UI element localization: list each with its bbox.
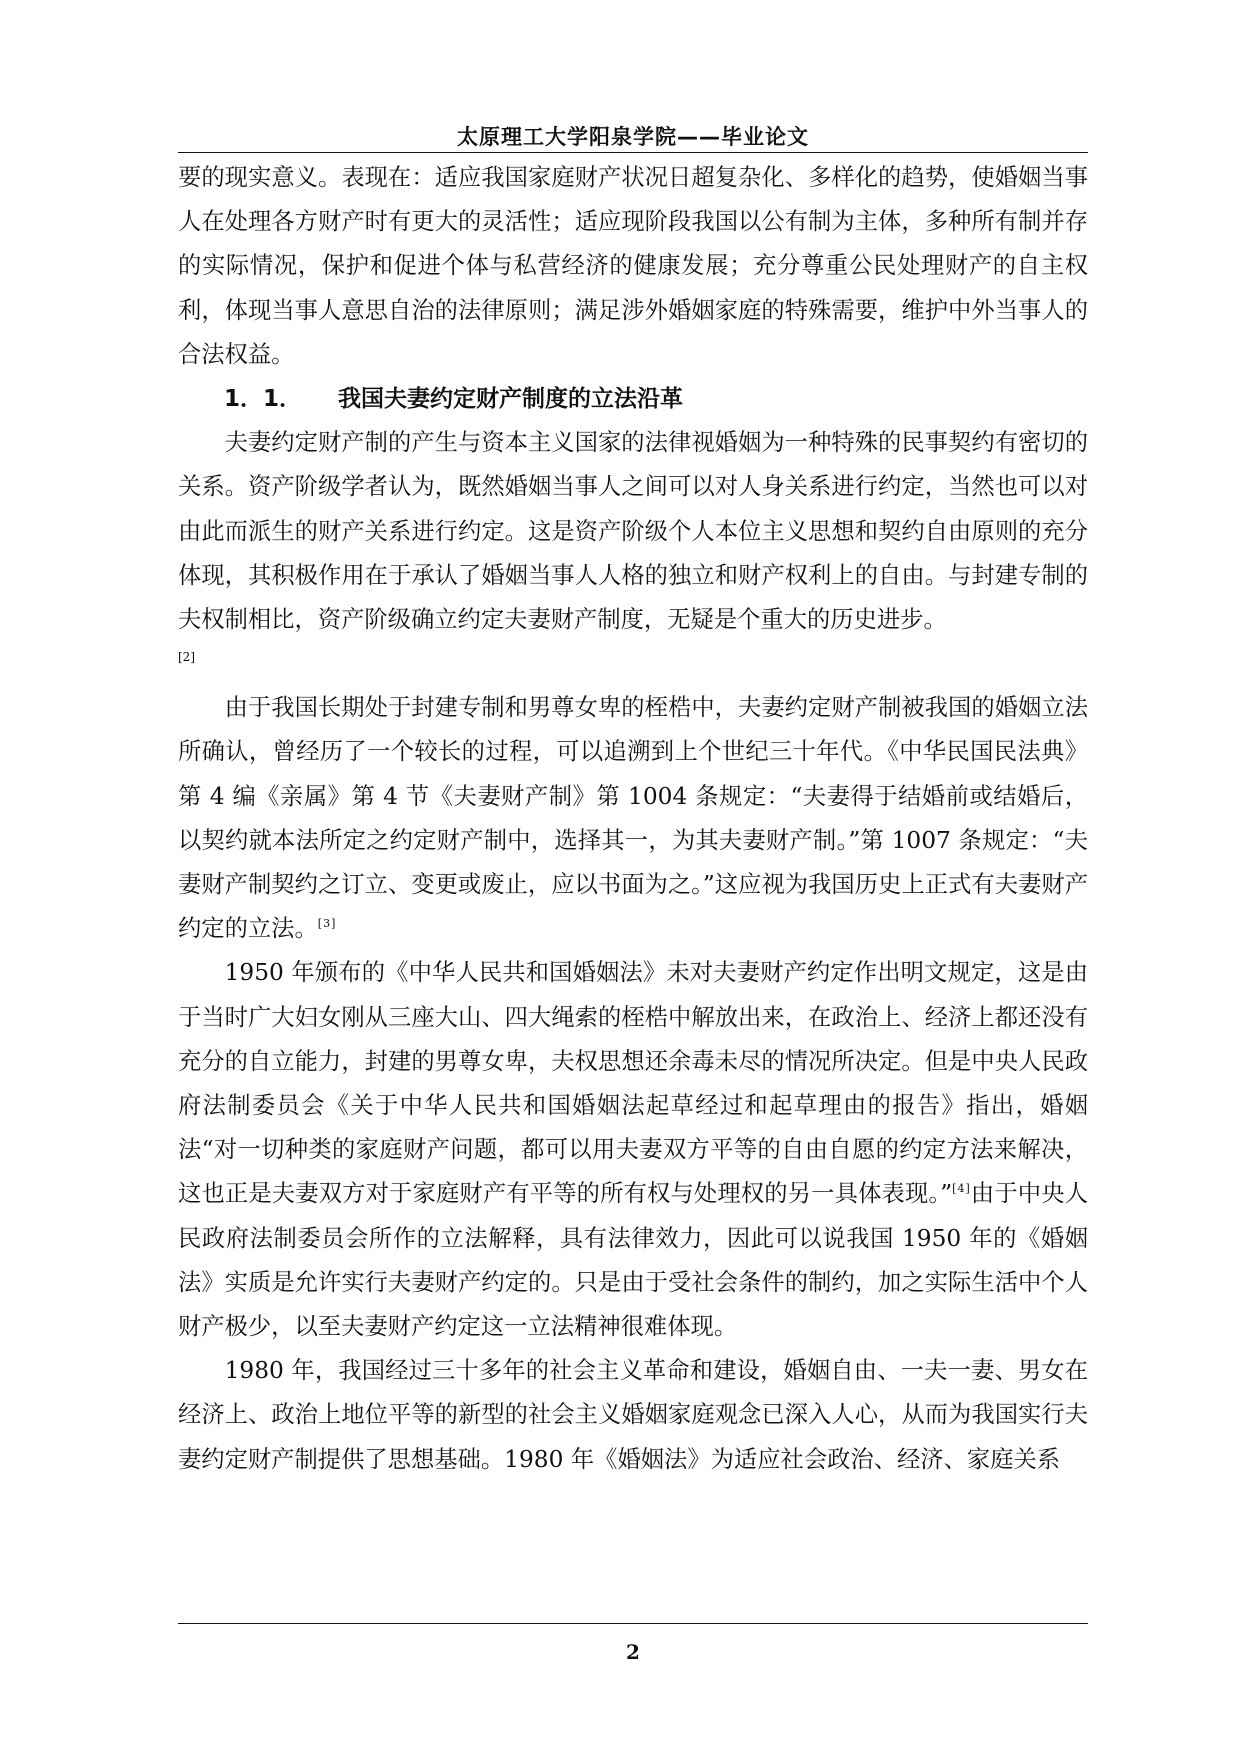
section-heading [178, 377, 1088, 421]
citation-marker: [2] [178, 650, 195, 665]
running-header: 太原理工大学阳泉学院——毕业论文 [457, 125, 809, 149]
page-number: 2 [626, 1640, 640, 1664]
paragraph-gap [178, 672, 1088, 686]
citation-marker: [4] [952, 1182, 971, 1196]
paragraph-continued: 要的现实意义。表现在：适应我国家庭财产状况日超复杂化、多样化的趋势，使婚姻当事人在处理各方财产时有更大的灵活性；适应现阶段我国以公有制为主体，多种所有制并存的实际情况，保护和促进个体与私营经济的健康发展；充分尊重公民处理财产的自主权利，体现当事人意思自治的法律原则；满足涉外婚姻家庭的特殊需要，维护中外当事人的合法权益。 [178, 164, 1088, 368]
section-number: 1．1． [224, 386, 303, 413]
header-rule [178, 152, 1088, 153]
paragraph: 1980 年，我国经过三十多年的社会主义革命和建设，婚姻自由、一夫一妻、男女在经济上、政治上地位平等的新型的社会主义婚姻家庭观念已深入人心，从而为我国实行夫妻约定财产制提供了思想基础。1980 年《婚姻法》为适应社会政治、经济、家庭关系 [178, 1357, 1088, 1473]
citation-marker: [3] [317, 917, 337, 931]
paragraph [178, 951, 1088, 1349]
paragraph-text: 由于中央人民政府法制委员会所作的立法解释，具有法律效力，因此可以说我国 1950 年的《婚姻法》实质是允许实行夫妻财产约定的。只是由于受社会条件的制约，加之实际生活中个人财产极少，以至夫妻财产约定这一立法精神很难体现。 [178, 1180, 1089, 1341]
paragraph [178, 686, 1088, 951]
footer-rule [178, 1623, 1088, 1624]
section-title: 我国夫妻约定财产制度的立法沿革 [338, 386, 683, 413]
paragraph: 夫妻约定财产制的产生与资本主义国家的法律视婚姻为一种特殊的民事契约有密切的关系。资产阶级学者认为，既然婚姻当事人之间可以对人身关系进行约定，当然也可以对由此而派生的财产关系进行约定。这是资产阶级个人本位主义思想和契约自由原则的充分体现，其积极作用在于承认了婚姻当事人人格的独立和财产权利上的自由。与封建专制的夫权制相比，资产阶级确立约定夫妻财产制度，无疑是个重大的历史进步。 [178, 429, 1088, 634]
paragraph-text: 1950 年颁布的《中华人民共和国婚姻法》未对夫妻财产约定作出明文规定，这是由于当时广大妇女刚从三座大山、四大绳索的桎梏中解放出来，在政治上、经济上都还没有充分的自立能力，封建的男尊女卑，夫权思想还余毒未尽的情况所决定。但是中央人民政府法制委员会《关于中华人民共和国婚姻法起草经过和起草理由的报告》指出，婚姻法“对一切种类的家庭财产问题，都可以用夫妻双方平等的自由自愿的约定方法来解决，这也正是夫妻双方对于家庭财产有平等的所有权与处理权的另一具体表现。” [178, 959, 1088, 1208]
paragraph-text: 由于我国长期处于封建专制和男尊女卑的桎梏中，夫妻约定财产制被我国的婚姻立法所确认，曾经历了一个较长的过程，可以追溯到上个世纪三十年代。《中华民国民法典》第 4 编《亲属》第 4 节《夫妻财产制》第 1004 条规定：“夫妻得于结婚前或结婚后，以契约就本法所定之约定财产制中，选择其一，为其夫妻财产制。”第 1007 条规定：“夫妻财产制契约之订立、变更或废止，应以书面为之。”这应视为我国历史上正式有夫妻财产约定的立法。 [178, 694, 1088, 943]
body-text [178, 156, 1088, 1482]
